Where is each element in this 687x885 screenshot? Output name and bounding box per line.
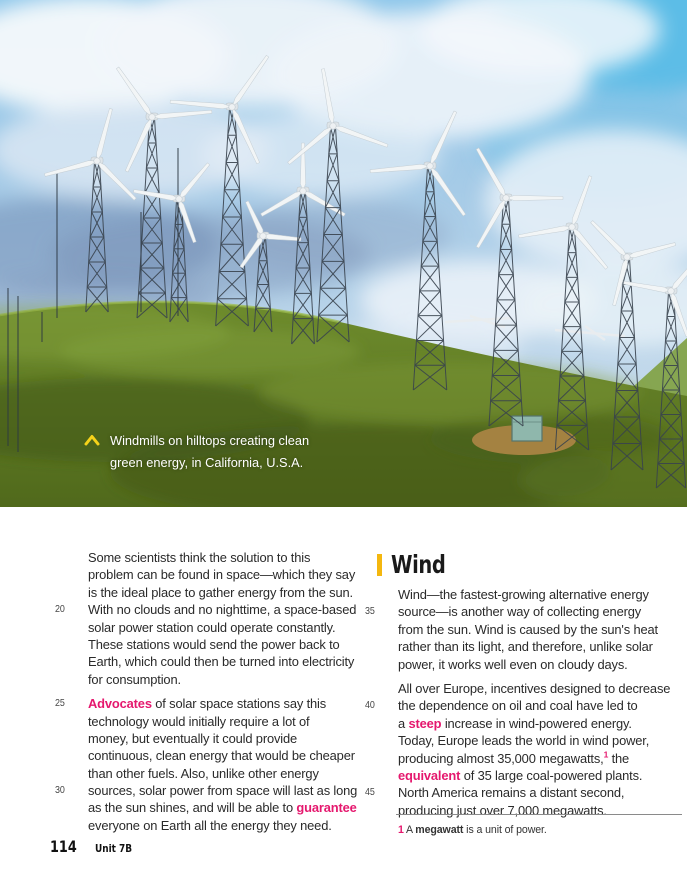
line-number: 30	[55, 784, 65, 797]
right-text-column	[365, 586, 671, 826]
body-text: the	[608, 750, 630, 766]
text-line	[88, 713, 357, 730]
text-line	[398, 586, 670, 603]
body-text: the dependence on oil and coal have led to	[398, 698, 638, 714]
body-text: Wind—the fastest-growing alternative energy	[398, 587, 649, 602]
body-text: a	[398, 715, 409, 731]
text-line	[88, 549, 357, 566]
body-text: Today, Europe leads the world in wind power,	[398, 733, 650, 749]
left-text-column	[55, 549, 358, 841]
text-line	[88, 765, 357, 782]
text-line	[398, 715, 670, 732]
line-number: 40	[365, 699, 375, 712]
text-line	[398, 680, 670, 697]
paragraph	[55, 549, 357, 688]
heading-text: Wind	[391, 550, 446, 579]
body-text: All over Europe, incentives designed to decrease	[398, 680, 671, 696]
text-line	[88, 730, 357, 747]
body-text: of solar space stations say this	[151, 696, 327, 712]
photo-caption	[84, 430, 309, 474]
text-line	[398, 767, 670, 784]
emphasis-text: 1	[603, 749, 609, 760]
body-text: continuous, clean energy that would be cheaper	[88, 748, 355, 764]
body-text: technology would initially require a lot of	[88, 713, 310, 729]
line-number: 20	[55, 603, 65, 616]
text-line	[55, 601, 357, 618]
body-text: money, but eventually it could provide	[88, 730, 298, 746]
text-line	[398, 638, 670, 655]
body-text: With no clouds and no nighttime, a space-based	[88, 602, 357, 618]
emphasis-text: megawatt	[415, 824, 464, 836]
text-line	[88, 747, 357, 764]
caption-line-1: Windmills on hilltops creating clean	[110, 433, 310, 448]
body-text: problem can be found in space—which they say	[88, 567, 356, 583]
text-line	[398, 802, 670, 819]
text-line	[88, 584, 357, 601]
emphasis-text: guarantee	[296, 800, 357, 816]
text-line	[398, 656, 670, 673]
chevron-up-icon	[84, 434, 100, 446]
body-text: as the sun shines, and will be able to	[88, 800, 297, 816]
text-line	[55, 782, 358, 799]
paragraph	[365, 586, 670, 673]
body-text: from the sun. Wind is caused by the sun's heat	[398, 621, 658, 637]
text-line	[365, 784, 670, 801]
text-line	[88, 671, 357, 688]
text-line	[88, 817, 357, 834]
text-line	[88, 799, 357, 816]
line-number: 35	[365, 605, 375, 618]
body-text: producing just over 7,000 megawatts.	[398, 802, 607, 818]
body-text: of 35 large coal-powered plants.	[460, 767, 643, 783]
unit-label: Unit 7B	[95, 843, 133, 855]
body-text: rather than its light, and therefore, unlike solar	[398, 639, 653, 655]
body-text: producing almost 35,000 megawatts,	[398, 750, 604, 766]
text-line	[398, 732, 670, 749]
section-heading-wind	[377, 550, 461, 579]
emphasis-text: 1	[398, 824, 404, 836]
text-line	[88, 636, 357, 653]
body-text: power, it works well even on cloudy days.	[398, 656, 628, 672]
emphasis-text: Advocates	[88, 696, 152, 712]
footnote	[398, 822, 547, 838]
page-footer	[50, 837, 139, 856]
line-number: 45	[365, 786, 375, 799]
emphasis-text: equivalent	[398, 767, 461, 783]
body-text: source—is another way of collecting energy	[398, 604, 642, 620]
text-line	[88, 619, 357, 636]
paragraph	[365, 680, 671, 819]
body-text: A	[403, 824, 416, 836]
body-text: is the ideal place to gather energy from the sun.	[88, 584, 353, 600]
body-text: everyone on Earth all the energy they need.	[88, 817, 332, 833]
text-line	[365, 697, 670, 714]
body-text: for consumption.	[88, 671, 181, 687]
text-line	[88, 566, 357, 583]
page-number: 114	[50, 837, 77, 856]
body-text: is a unit of power.	[463, 824, 547, 836]
text-line	[398, 750, 670, 767]
body-text: Some scientists think the solution to this	[88, 550, 311, 565]
body-text: increase in wind-powered energy.	[441, 715, 632, 731]
footnote-divider	[396, 814, 682, 815]
body-text: Earth, which could then be turned into electricity	[88, 654, 355, 670]
paragraph	[55, 695, 358, 834]
caption-line-2: green energy, in California, U.S.A.	[110, 455, 304, 470]
body-text: These stations would send the power back to	[88, 636, 340, 652]
text-line	[88, 653, 357, 670]
text-line	[365, 603, 670, 620]
line-number: 25	[55, 697, 65, 710]
text-line	[55, 695, 357, 712]
body-text: sources, solar power from space will last as long	[88, 783, 358, 799]
body-text: than other fuels. Also, unlike other energy	[88, 765, 319, 781]
text-line	[398, 621, 670, 638]
heading-accent-bar	[377, 554, 382, 576]
body-text: solar power station could operate constantly.	[88, 619, 336, 635]
body-text: North America remains a distant second,	[398, 785, 625, 801]
emphasis-text: steep	[408, 715, 442, 731]
